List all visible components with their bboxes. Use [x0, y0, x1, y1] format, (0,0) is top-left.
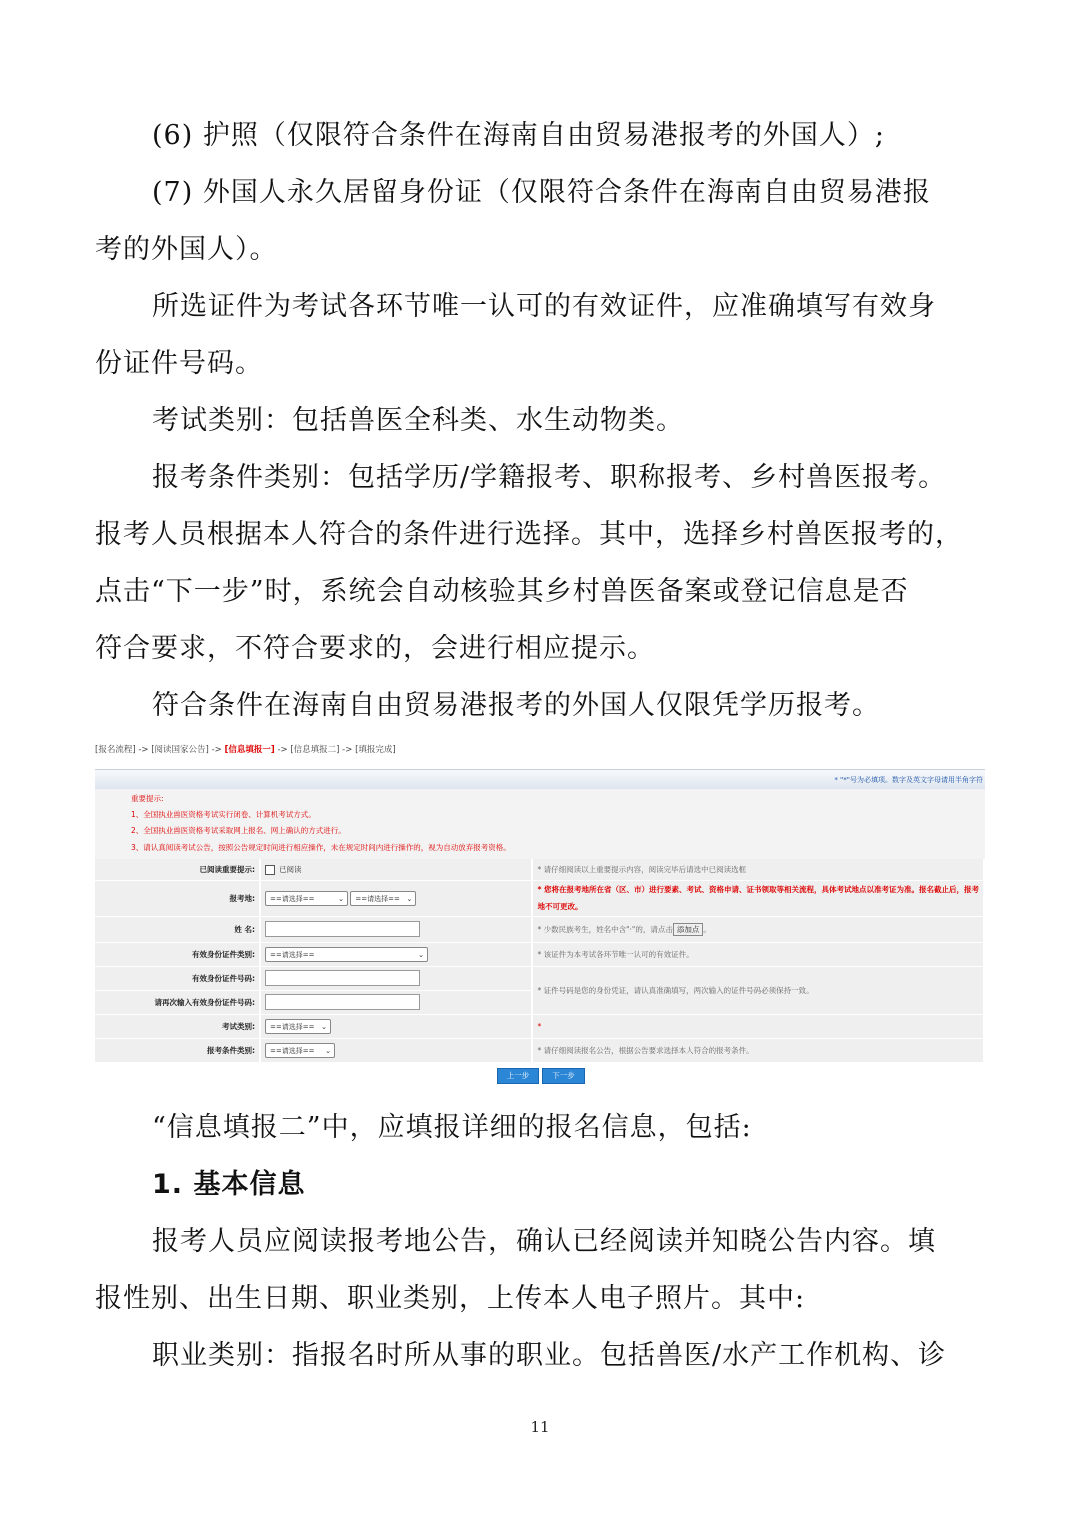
breadcrumb-step-complete: [填报完成]: [355, 745, 396, 755]
exam-place-label: 报考地:: [95, 880, 260, 916]
id-number-confirm-input[interactable]: [265, 994, 420, 1010]
form-row-id-type: [95, 942, 984, 966]
chevron-down-icon: ⌄: [321, 1022, 328, 1031]
paragraph-basic-info-cont: 报性别、出生日期、职业类别，上传本人电子照片。其中:: [95, 1283, 806, 1314]
paragraph-condition-type-cont3: 符合要求，不符合要求的，会进行相应提示。: [95, 633, 655, 664]
condition-type-label: 报考条件类别:: [95, 1038, 260, 1062]
read-notice-cell: [260, 859, 532, 880]
section-heading-basic-info: 1. 基本信息: [152, 1169, 306, 1200]
id-number-confirm-cell: [260, 990, 532, 1014]
required-note: * "*"号为必填项。数字及英文字母请用半角字符: [834, 776, 983, 784]
notice-item: 2、全国执业兽医资格考试采取网上报名、网上确认的方式进行。: [131, 826, 346, 835]
form-row-id-number: [95, 966, 984, 990]
exam-type-cell: [260, 1014, 532, 1038]
id-number-input[interactable]: [265, 970, 420, 986]
paragraph-condition-type-cont1: 报考人员根据本人符合的条件进行选择。其中，选择乡村兽医报考的，: [95, 519, 963, 550]
important-notice: [95, 789, 985, 859]
exam-place-cell: [260, 880, 532, 916]
exam-type-label: 考试类别:: [95, 1014, 260, 1038]
prev-step-button[interactable]: 上一步: [497, 1068, 539, 1084]
chevron-down-icon: ⌄: [338, 894, 345, 903]
exam-type-hint: *: [532, 1014, 984, 1038]
breadcrumb: [95, 743, 396, 755]
paragraph-exam-type: 考试类别：包括兽医全科类、水生动物类。: [152, 405, 684, 436]
read-notice-checkbox-label: 已阅读: [279, 864, 302, 874]
paragraph-occupation: 职业类别：指报名时所从事的职业。包括兽医/水产工作机构、诊: [152, 1340, 947, 1371]
paragraph-permanent-residence-cont: 考的外国人）。: [95, 234, 278, 265]
paragraph-passport: (6) 护照（仅限符合条件在海南自由贸易港报考的外国人）;: [152, 120, 885, 151]
read-notice-hint: * 请仔细阅读以上重要提示内容，阅读完毕后请选中已阅读选框: [532, 859, 984, 880]
form-row-exam-place: [95, 880, 984, 916]
breadcrumb-step-info-two: [信息填报二]: [290, 745, 340, 755]
page-number: 11: [530, 1418, 550, 1436]
next-step-button[interactable]: 下一步: [542, 1068, 585, 1084]
breadcrumb-arrow: ->: [339, 745, 356, 755]
chevron-down-icon: ⌄: [406, 894, 413, 903]
paragraph-condition-type-cont2: 点击“下一步”时，系统会自动核验其乡村兽医备案或登记信息是否: [95, 576, 909, 607]
paragraph-foreigner: 符合条件在海南自由贸易港报考的外国人仅限凭学历报考。: [152, 690, 880, 721]
form-row-read-notice: [95, 859, 984, 880]
breadcrumb-arrow: ->: [274, 745, 291, 755]
condition-type-cell: [260, 1038, 532, 1062]
city-select[interactable]: ==请选择== ⌄: [350, 891, 416, 906]
form-row-name: [95, 916, 984, 942]
breadcrumb-step-announcement[interactable]: [阅读国家公告]: [151, 745, 209, 755]
name-label: 姓 名:: [95, 916, 260, 942]
form-row-condition-type: [95, 1038, 984, 1062]
paragraph-info-two: “信息填报二”中，应填报详细的报名信息，包括:: [152, 1112, 752, 1143]
id-number-hint: * 证件号码是您的身份凭证，请认真准确填写，两次输入的证件号码必须保持一致。: [532, 966, 984, 1014]
exam-place-hint: * 您将在报考地所在省（区、市）进行要素、考试、资格申请、证书领取等相关流程，具体考试地点以准考证为准。报名截止后，报考 地不可更改。: [532, 880, 984, 916]
paragraph-permanent-residence: (7) 外国人永久居留身份证（仅限符合条件在海南自由贸易港报: [152, 177, 931, 208]
id-type-hint: * 该证件为本考试各环节唯一认可的有效证件。: [532, 942, 984, 966]
id-number-cell: [260, 966, 532, 990]
name-cell: [260, 916, 532, 942]
chevron-down-icon: ⌄: [418, 950, 425, 959]
id-number-label: 有效身份证件号码:: [95, 966, 260, 990]
breadcrumb-step-info-one: [信息填报一]: [224, 745, 275, 755]
chevron-down-icon: ⌄: [325, 1046, 332, 1055]
id-type-cell: [260, 942, 532, 966]
registration-form-screenshot: [95, 741, 985, 1086]
breadcrumb-arrow: ->: [208, 745, 225, 755]
notice-item: 1、全国执业兽医资格考试实行闭卷、计算机考试方式。: [131, 810, 316, 819]
paragraph-valid-id: 所选证件为考试各环节唯一认可的有效证件，应准确填写有效身: [152, 291, 936, 322]
paragraph-valid-id-cont: 份证件号码。: [95, 348, 263, 379]
name-hint: * 少数民族考生，姓名中含"·"的，请点击 添加点 。: [532, 916, 984, 942]
breadcrumb-arrow: ->: [135, 745, 152, 755]
province-select[interactable]: ==请选择== ⌄: [265, 891, 348, 906]
paragraph-condition-type: 报考条件类别：包括学历/学籍报考、职称报考、乡村兽医报考。: [152, 462, 947, 493]
id-number-confirm-label: 请再次输入有效身份证件号码:: [95, 990, 260, 1014]
header-band: [95, 769, 985, 790]
read-notice-label: 已阅读重要提示:: [95, 859, 260, 880]
notice-item: 3、请认真阅读考试公告，按照公告规定时间进行相应操作，未在规定时间内进行操作的，视为自动放弃报考资格。: [131, 843, 511, 852]
id-type-select[interactable]: ==请选择== ⌄: [265, 947, 428, 962]
name-input[interactable]: [265, 921, 420, 937]
notice-title: 重要提示:: [131, 794, 164, 803]
add-dot-button[interactable]: 添加点: [673, 923, 704, 936]
exam-type-select[interactable]: ==请选择== ⌄: [265, 1019, 331, 1034]
condition-type-select[interactable]: ==请选择== ⌄: [265, 1043, 335, 1058]
form-table: [95, 859, 985, 1063]
form-row-exam-type: [95, 1014, 984, 1038]
condition-type-hint: * 请仔细阅读报名公告，根据公告要求选择本人符合的报考条件。: [532, 1038, 984, 1062]
id-type-label: 有效身份证件类别:: [95, 942, 260, 966]
read-notice-checkbox[interactable]: [265, 865, 275, 875]
paragraph-basic-info: 报考人员应阅读报考地公告，确认已经阅读并知晓公告内容。填: [152, 1226, 936, 1257]
breadcrumb-step-process[interactable]: [报名流程]: [95, 745, 136, 755]
